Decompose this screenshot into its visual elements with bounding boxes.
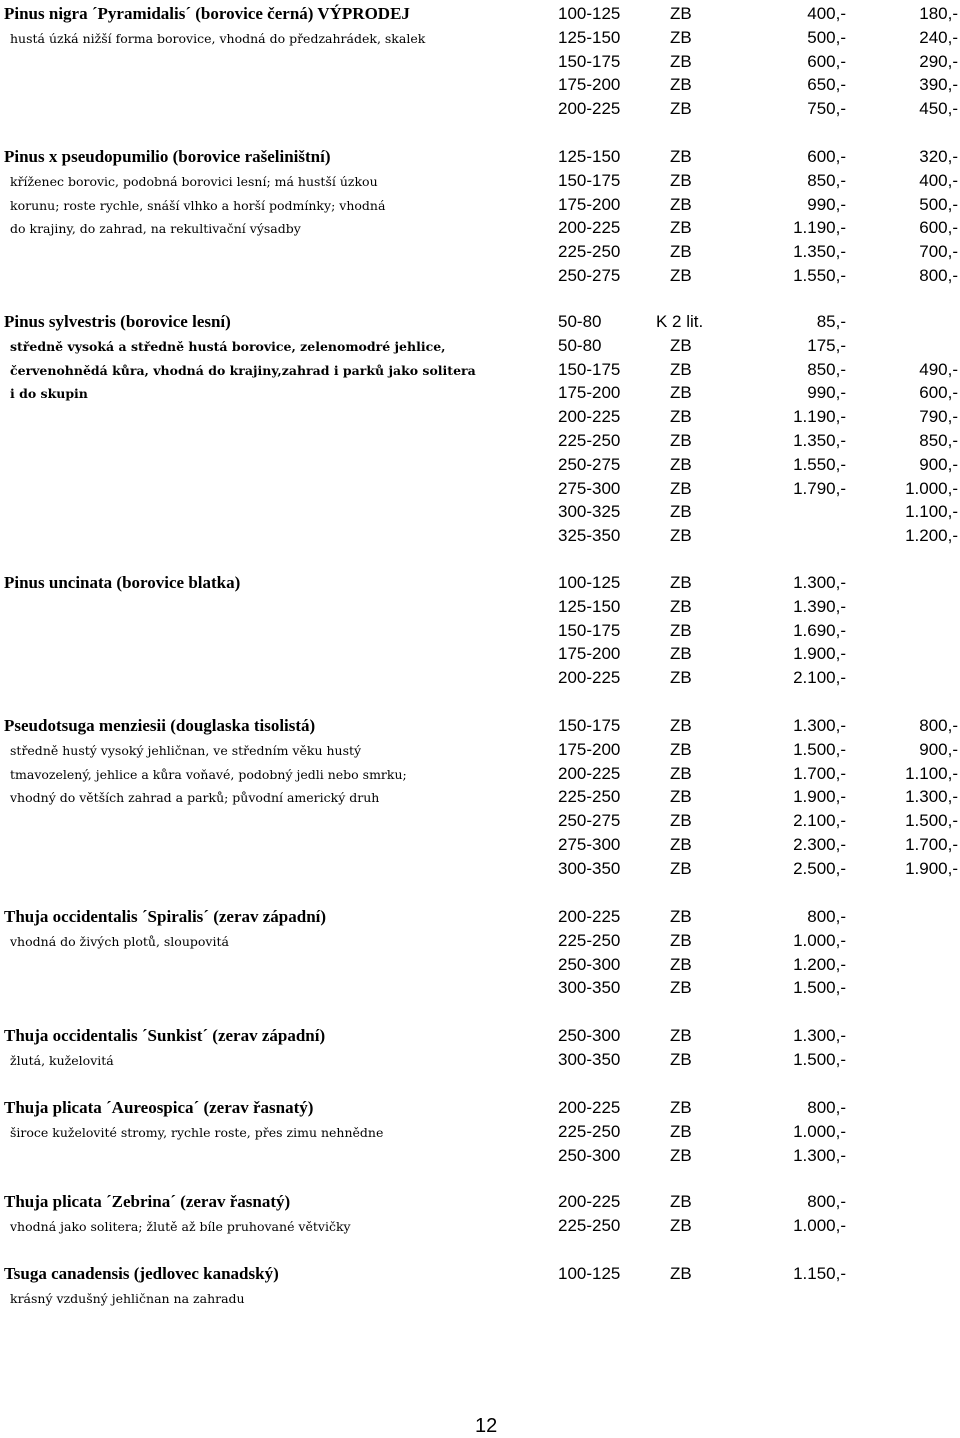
- price-row: [0, 1048, 960, 1072]
- price-cell: 1.000,-: [793, 1215, 846, 1235]
- size-cell: 200-225: [558, 407, 621, 427]
- price-cell: 2.100,-: [793, 811, 846, 831]
- price-cell: 1.790,-: [793, 478, 846, 498]
- price-row: [0, 26, 960, 50]
- price-row: [0, 477, 960, 501]
- size-cell: 225-250: [558, 1215, 621, 1235]
- type-cell: ZB: [670, 1215, 692, 1235]
- type-cell: ZB: [670, 75, 692, 95]
- price-row: [0, 666, 960, 690]
- price-cell: 1.690,-: [793, 620, 846, 640]
- product-title: Pinus x pseudopumilio (borovice rašeliništní): [4, 147, 331, 166]
- type-cell: ZB: [670, 242, 692, 262]
- type-cell: ZB: [670, 930, 692, 950]
- size-cell: 275-300: [558, 478, 621, 498]
- price-cell: 2.100,-: [793, 668, 846, 688]
- price-row: [0, 905, 960, 929]
- sale-price-cell: 700,-: [919, 242, 958, 262]
- size-cell: 175-200: [558, 739, 621, 759]
- product-description: kříženec borovic, podobná borovici lesní; má hustší úzkou: [10, 173, 378, 189]
- price-cell: 1.550,-: [793, 266, 846, 285]
- price-cell: 1.390,-: [793, 596, 846, 616]
- price-cell: 1.900,-: [793, 787, 846, 807]
- size-cell: 250-300: [558, 1026, 621, 1045]
- product-description: vhodná do živých plotů, sloupovitá: [10, 933, 229, 949]
- type-cell: ZB: [670, 1049, 692, 1069]
- sale-price-cell: 320,-: [919, 147, 958, 166]
- price-row: [0, 264, 960, 288]
- type-cell: ZB: [670, 763, 692, 783]
- size-cell: 200-225: [558, 668, 621, 688]
- sale-price-cell: 800,-: [919, 266, 958, 285]
- price-row: [0, 310, 960, 334]
- type-cell: ZB: [670, 620, 692, 640]
- product-description: středně hustý vysoký jehličnan, ve středním věku hustý: [10, 742, 362, 758]
- price-cell: 1.350,-: [793, 242, 846, 262]
- product-title: Pinus uncinata (borovice blatka): [4, 573, 241, 592]
- type-cell: ZB: [670, 526, 692, 546]
- type-cell: ZB: [670, 739, 692, 759]
- price-cell: 1.300,-: [793, 573, 846, 592]
- price-row: [0, 240, 960, 264]
- size-cell: 200-225: [558, 218, 621, 238]
- size-cell: 225-250: [558, 431, 621, 450]
- type-cell: ZB: [670, 407, 692, 427]
- price-row: [0, 145, 960, 169]
- product-description: krásný vzdušný jehličnan na zahradu: [10, 1290, 245, 1306]
- sale-price-cell: 1.900,-: [905, 858, 958, 878]
- price-row: [0, 833, 960, 857]
- size-cell: 250-275: [558, 266, 621, 285]
- sale-price-cell: 1.100,-: [905, 763, 958, 783]
- size-cell: 100-125: [558, 1264, 621, 1283]
- sale-price-cell: 1.100,-: [905, 502, 958, 522]
- size-cell: 50-80: [558, 335, 602, 355]
- price-row: [0, 1096, 960, 1120]
- type-cell: ZB: [670, 1098, 692, 1117]
- size-cell: 175-200: [558, 194, 621, 214]
- sale-price-cell: 1.500,-: [905, 811, 958, 831]
- product-title: Pseudotsuga menziesii (douglaska tisolistá): [4, 716, 316, 735]
- price-cell: 1.900,-: [793, 644, 846, 664]
- product-title: Pinus nigra ´Pyramidalis´ (borovice černá) VÝPRODEJ: [4, 4, 410, 23]
- sale-price-cell: 600,-: [919, 218, 958, 238]
- price-cell: 800,-: [807, 1098, 846, 1117]
- price-cell: 1.150,-: [793, 1264, 846, 1283]
- type-cell: ZB: [670, 170, 692, 190]
- size-cell: 150-175: [558, 716, 621, 735]
- price-row: [0, 642, 960, 666]
- price-cell: 1.300,-: [793, 1026, 846, 1045]
- price-row: [0, 785, 960, 809]
- price-cell: 990,-: [807, 194, 846, 214]
- price-row: [0, 1286, 960, 1310]
- price-cell: 1.000,-: [793, 1121, 846, 1141]
- size-cell: 250-300: [558, 954, 621, 974]
- price-cell: 1.350,-: [793, 431, 846, 450]
- size-cell: 275-300: [558, 835, 621, 854]
- price-row: [0, 1262, 960, 1286]
- price-cell: 175,-: [807, 335, 846, 355]
- sale-price-cell: 900,-: [919, 739, 958, 759]
- size-cell: 300-350: [558, 978, 621, 998]
- size-cell: 225-250: [558, 930, 621, 950]
- price-cell: 1.190,-: [793, 407, 846, 427]
- type-cell: ZB: [670, 596, 692, 616]
- type-cell: ZB: [670, 266, 692, 285]
- product-title: Pinus sylvestris (borovice lesní): [4, 312, 231, 331]
- type-cell: ZB: [670, 335, 692, 355]
- size-cell: 250-275: [558, 454, 621, 474]
- price-row: [0, 738, 960, 762]
- product-title: Tsuga canadensis (jedlovec kanadský): [4, 1264, 279, 1283]
- price-row: [0, 857, 960, 881]
- size-cell: 175-200: [558, 75, 621, 95]
- price-row: [0, 500, 960, 524]
- size-cell: 250-300: [558, 1145, 621, 1165]
- product-description: žlutá, kuželovitá: [10, 1052, 114, 1068]
- size-cell: 250-275: [558, 811, 621, 831]
- size-cell: 225-250: [558, 242, 621, 262]
- size-cell: 125-150: [558, 596, 621, 616]
- price-cell: 1.500,-: [793, 739, 846, 759]
- type-cell: ZB: [670, 716, 692, 735]
- price-row: [0, 358, 960, 382]
- price-cell: 990,-: [807, 383, 846, 403]
- sale-price-cell: 390,-: [919, 75, 958, 95]
- type-cell: ZB: [670, 668, 692, 688]
- price-row: [0, 1214, 960, 1238]
- sale-price-cell: 290,-: [919, 51, 958, 71]
- price-row: [0, 193, 960, 217]
- type-cell: ZB: [670, 194, 692, 214]
- type-cell: ZB: [670, 907, 692, 926]
- product-description: středně vysoká a středně hustá borovice, zelenomodré jehlice,: [10, 338, 446, 354]
- sale-price-cell: 1.300,-: [905, 787, 958, 807]
- size-cell: 150-175: [558, 359, 621, 379]
- price-cell: 1.700,-: [793, 763, 846, 783]
- price-cell: 750,-: [807, 99, 846, 119]
- type-cell: ZB: [670, 147, 692, 166]
- price-row: [0, 762, 960, 786]
- price-cell: 1.190,-: [793, 218, 846, 238]
- sale-price-cell: 850,-: [919, 431, 958, 450]
- type-cell: ZB: [670, 954, 692, 974]
- sale-price-cell: 800,-: [919, 716, 958, 735]
- price-cell: 1.300,-: [793, 1145, 846, 1165]
- type-cell: ZB: [670, 858, 692, 878]
- price-cell: 800,-: [807, 907, 846, 926]
- sale-price-cell: 490,-: [919, 359, 958, 379]
- type-cell: ZB: [670, 359, 692, 379]
- price-row: [0, 97, 960, 121]
- size-cell: 200-225: [558, 1192, 621, 1211]
- price-row: [0, 429, 960, 453]
- size-cell: 100-125: [558, 573, 621, 592]
- size-cell: 200-225: [558, 907, 621, 926]
- sale-price-cell: 450,-: [919, 99, 958, 119]
- price-row: [0, 405, 960, 429]
- type-cell: ZB: [670, 99, 692, 119]
- price-cell: 400,-: [807, 4, 846, 23]
- price-row: [0, 714, 960, 738]
- type-cell: ZB: [670, 835, 692, 854]
- price-row: [0, 976, 960, 1000]
- product-title: Thuja plicata ´Zebrina´ (zerav řasnatý): [4, 1192, 291, 1211]
- price-row: [0, 953, 960, 977]
- type-cell: ZB: [670, 1264, 692, 1283]
- size-cell: 225-250: [558, 1121, 621, 1141]
- size-cell: 200-225: [558, 99, 621, 119]
- type-cell: ZB: [670, 478, 692, 498]
- price-cell: 600,-: [807, 147, 846, 166]
- price-row: [0, 1144, 960, 1168]
- type-cell: ZB: [670, 1145, 692, 1165]
- price-cell: 650,-: [807, 75, 846, 95]
- product-description: tmavozelený, jehlice a kůra voňavé, podobný jedli nebo smrku;: [10, 766, 407, 782]
- page-number: 12: [475, 1415, 498, 1437]
- sale-price-cell: 1.200,-: [905, 526, 958, 546]
- size-cell: 300-350: [558, 1049, 621, 1069]
- price-row: [0, 2, 960, 26]
- size-cell: 175-200: [558, 383, 621, 403]
- product-description: i do skupin: [10, 386, 88, 402]
- sale-price-cell: 180,-: [919, 4, 958, 23]
- type-cell: ZB: [670, 4, 692, 23]
- size-cell: 150-175: [558, 170, 621, 190]
- type-cell: ZB: [670, 51, 692, 71]
- price-row: [0, 381, 960, 405]
- size-cell: 300-325: [558, 502, 621, 522]
- price-row: [0, 1024, 960, 1048]
- size-cell: 125-150: [558, 27, 621, 47]
- size-cell: 175-200: [558, 644, 621, 664]
- product-description: do krajiny, do zahrad, na rekultivační výsadby: [10, 221, 301, 237]
- price-cell: 600,-: [807, 51, 846, 71]
- type-cell: ZB: [670, 502, 692, 522]
- type-cell: ZB: [670, 218, 692, 238]
- price-row: [0, 571, 960, 595]
- price-cell: 800,-: [807, 1192, 846, 1211]
- size-cell: 325-350: [558, 526, 621, 546]
- price-cell: 850,-: [807, 170, 846, 190]
- sale-price-cell: 600,-: [919, 383, 958, 403]
- type-cell: ZB: [670, 644, 692, 664]
- sale-price-cell: 900,-: [919, 454, 958, 474]
- size-cell: 50-80: [558, 312, 602, 331]
- product-description: široce kuželovité stromy, rychle roste, přes zimu nehnědne: [10, 1124, 384, 1140]
- product-description: hustá úzká nižší forma borovice, vhodná do předzahrádek, skalek: [10, 30, 426, 46]
- price-cell: 85,-: [816, 312, 846, 331]
- price-row: [0, 595, 960, 619]
- price-cell: 2.300,-: [793, 835, 846, 854]
- product-description: vhodná jako solitera; žlutě až bíle pruhované větvičky: [10, 1218, 351, 1234]
- product-description: korunu; roste rychle, snáší vlhko a horší podmínky; vhodná: [10, 197, 386, 213]
- size-cell: 150-175: [558, 51, 621, 71]
- price-row: [0, 453, 960, 477]
- price-row: [0, 73, 960, 97]
- size-cell: 100-125: [558, 4, 621, 23]
- price-row: [0, 169, 960, 193]
- price-row: [0, 1120, 960, 1144]
- price-row: [0, 524, 960, 548]
- size-cell: 125-150: [558, 147, 621, 166]
- product-title: Thuja plicata ´Aureospica´ (zerav řasnatý): [4, 1098, 314, 1117]
- type-cell: ZB: [670, 787, 692, 807]
- price-cell: 1.550,-: [793, 454, 846, 474]
- type-cell: ZB: [670, 454, 692, 474]
- price-row: [0, 619, 960, 643]
- price-row: [0, 929, 960, 953]
- sale-price-cell: 400,-: [919, 170, 958, 190]
- price-cell: 850,-: [807, 359, 846, 379]
- type-cell: ZB: [670, 573, 692, 592]
- price-row: [0, 809, 960, 833]
- type-cell: ZB: [670, 1121, 692, 1141]
- size-cell: 150-175: [558, 620, 621, 640]
- price-cell: 2.500,-: [793, 858, 846, 878]
- product-title: Thuja occidentalis ´Spiralis´ (zerav západní): [4, 907, 327, 926]
- price-cell: 500,-: [807, 27, 846, 47]
- product-title: Thuja occidentalis ´Sunkist´ (zerav západní): [4, 1026, 326, 1045]
- type-cell: K 2 lit.: [656, 312, 704, 331]
- price-cell: 1.200,-: [793, 954, 846, 974]
- size-cell: 225-250: [558, 787, 621, 807]
- sale-price-cell: 790,-: [919, 407, 958, 427]
- type-cell: ZB: [670, 1192, 692, 1211]
- price-cell: 1.500,-: [793, 978, 846, 998]
- type-cell: ZB: [670, 383, 692, 403]
- type-cell: ZB: [670, 27, 692, 47]
- price-cell: 1.000,-: [793, 930, 846, 950]
- price-row: [0, 334, 960, 358]
- sale-price-cell: 1.700,-: [905, 835, 958, 854]
- product-description: vhodný do větších zahrad a parků; původní americký druh: [10, 790, 380, 806]
- size-cell: 200-225: [558, 763, 621, 783]
- size-cell: 300-350: [558, 858, 621, 878]
- price-cell: 1.500,-: [793, 1049, 846, 1069]
- price-cell: 1.300,-: [793, 716, 846, 735]
- price-row: [0, 50, 960, 74]
- sale-price-cell: 240,-: [919, 27, 958, 47]
- type-cell: ZB: [670, 978, 692, 998]
- price-row: [0, 1190, 960, 1214]
- size-cell: 200-225: [558, 1098, 621, 1117]
- sale-price-cell: 500,-: [919, 194, 958, 214]
- type-cell: ZB: [670, 431, 692, 450]
- product-description: červenohnědá kůra, vhodná do krajiny,zahrad i parků jako solitera: [10, 362, 476, 378]
- price-row: [0, 216, 960, 240]
- type-cell: ZB: [670, 1026, 692, 1045]
- type-cell: ZB: [670, 811, 692, 831]
- sale-price-cell: 1.000,-: [905, 478, 958, 498]
